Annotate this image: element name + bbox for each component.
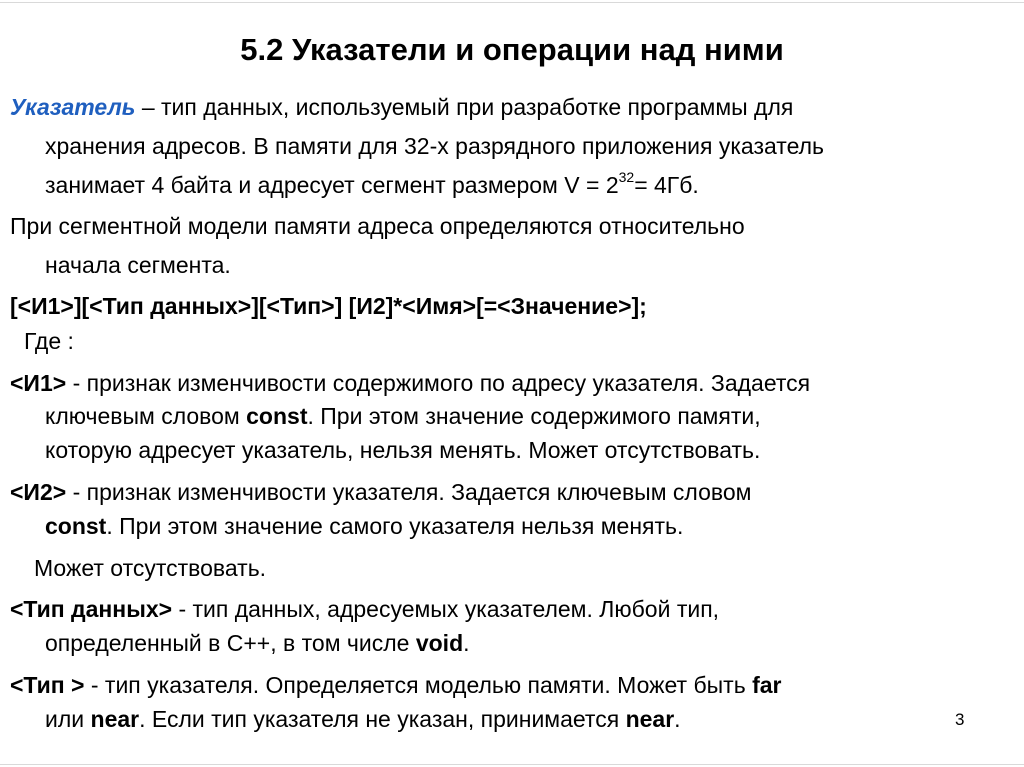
i2-line2: const. При этом значение самого указателя нельзя менять. xyxy=(45,513,684,539)
i2-line3: Может отсутствовать. xyxy=(34,555,267,581)
page-number: 3 xyxy=(955,710,965,729)
dtype-line1: <Тип данных> - тип данных, адресуемых указателем. Любой тип, xyxy=(10,596,720,622)
slide-title: 5.2 Указатели и операции над ними xyxy=(240,32,784,67)
term-pointer: Указатель xyxy=(10,94,136,120)
dtype-line2: определенный в С++, в том числе void. xyxy=(45,630,470,656)
p2-line2: начала сегмента. xyxy=(45,252,231,278)
p1-line1: Указатель – тип данных, используемый при разработке программы для xyxy=(10,94,794,120)
ptype-line1: <Тип > - тип указателя. Определяется моделью памяти. Может быть far xyxy=(10,672,782,698)
top-divider xyxy=(0,2,1024,3)
p1-line2: хранения адресов. В памяти для 32-х разрядного приложения указатель xyxy=(45,133,825,159)
i1-line1: <И1> - признак изменчивости содержимого по адресу указателя. Задается xyxy=(10,370,811,396)
where-label: Где : xyxy=(24,328,74,354)
i1-line2: ключевым словом const. При этом значение содержимого памяти, xyxy=(45,403,761,429)
p1-line3: занимает 4 байта и адресует сегмент размером $V = 2^{32}= 4Гб$. xyxy=(45,169,699,198)
i1-line3: которую адресует указатель, нельзя менять. Может отсутствовать. xyxy=(45,437,761,463)
ptype-line2: или near. Если тип указателя не указан, принимается near. xyxy=(45,706,681,732)
i2-line1: <И2> - признак изменчивости указателя. Задается ключевым словом xyxy=(10,479,752,505)
p2-line1: При сегментной модели памяти адреса определяются относительно xyxy=(10,213,745,239)
bottom-divider xyxy=(0,764,1024,765)
pointer-syntax: [<И1>][<Тип данных>][<Тип>] [И2]*<Имя>[=<Значение>]; xyxy=(10,293,647,319)
